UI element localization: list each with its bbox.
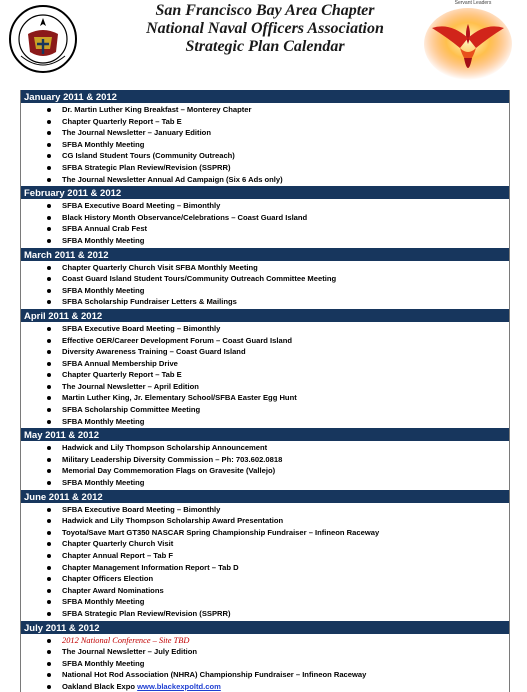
month-header-february: February 2011 & 2012 [21, 186, 509, 199]
bullet-icon [47, 178, 51, 182]
document-header [0, 0, 527, 86]
month-may [20, 428, 510, 489]
list-item: SFBA Executive Board Meeting – Bimonthly [21, 200, 509, 212]
list-item: National Hot Rod Association (NHRA) Championship Fundraiser – Infineon Raceway [21, 669, 509, 681]
list-item: SFBA Executive Board Meeting – Bimonthly [21, 504, 509, 516]
list-item-national-conference: 2012 National Conference – Site TBD [21, 635, 509, 647]
month-april [20, 309, 510, 428]
bullet-icon [47, 446, 51, 450]
list-item: The Journal Newsletter – July Edition [21, 646, 509, 658]
bullet-icon [47, 554, 51, 558]
nnoa-seal-logo [8, 4, 78, 74]
list-item: SFBA Monthly Meeting [21, 235, 509, 247]
bullet-icon [47, 204, 51, 208]
bullet-icon [47, 216, 51, 220]
bullet-icon [47, 120, 51, 124]
bullet-icon [47, 350, 51, 354]
list-item: Chapter Quarterly Church Visit [21, 538, 509, 550]
bullet-icon [47, 458, 51, 462]
bullet-icon [47, 327, 51, 331]
bullet-icon [47, 612, 51, 616]
list-item: Martin Luther King, Jr. Elementary School/SFBA Easter Egg Hunt [21, 392, 509, 404]
title-line-1: San Francisco Bay Area Chapter [155, 2, 375, 19]
month-header-june: June 2011 & 2012 [21, 490, 509, 503]
month-july [20, 621, 510, 692]
list-item: SFBA Monthly Meeting [21, 285, 509, 297]
bullet-icon [47, 154, 51, 158]
list-item: SFBA Scholarship Fundraiser Letters & Mailings [21, 296, 509, 308]
month-header-march: March 2011 & 2012 [21, 248, 509, 261]
bullet-icon [47, 339, 51, 343]
list-item: Dr. Martin Luther King Breakfast – Monterey Chapter [21, 104, 509, 116]
bullet-icon [47, 508, 51, 512]
list-item: SFBA Monthly Meeting [21, 416, 509, 428]
list-item: Black History Month Observance/Celebrations – Coast Guard Island [21, 212, 509, 224]
list-item: SFBA Monthly Meeting [21, 139, 509, 151]
list-item: The Journal Newsletter Annual Ad Campaign (Six 6 Ads only) [21, 174, 509, 186]
bullet-icon [47, 266, 51, 270]
bullet-icon [47, 227, 51, 231]
list-item: Chapter Quarterly Report – Tab E [21, 369, 509, 381]
month-june [20, 490, 510, 621]
list-item: SFBA Executive Board Meeting – Bimonthly [21, 323, 509, 335]
month-march [20, 248, 510, 309]
bullet-icon [47, 481, 51, 485]
bullet-icon [47, 166, 51, 170]
month-header-january: January 2011 & 2012 [21, 90, 509, 103]
bullet-icon [47, 531, 51, 535]
list-item: Toyota/Save Mart GT350 NASCAR Spring Championship Fundraiser – Infineon Raceway [21, 527, 509, 539]
bullet-icon [47, 589, 51, 593]
list-item: Diversity Awareness Training – Coast Guard Island [21, 346, 509, 358]
list-item: CG Island Student Tours (Community Outreach) [21, 150, 509, 162]
bullet-icon [47, 420, 51, 424]
list-item: The Journal Newsletter – January Edition [21, 127, 509, 139]
list-item: SFBA Annual Crab Fest [21, 223, 509, 235]
list-item: The Journal Newsletter – April Edition [21, 381, 509, 393]
servant-leaders-label: Servant Leaders [454, 0, 492, 6]
list-item: Chapter Annual Report – Tab F [21, 550, 509, 562]
bullet-icon [47, 577, 51, 581]
bullet-icon [47, 408, 51, 412]
strategic-plan-calendar [20, 90, 510, 692]
list-item: Chapter Management Information Report – Tab D [21, 562, 509, 574]
month-header-july: July 2011 & 2012 [21, 621, 509, 634]
bullet-icon [47, 662, 51, 666]
list-item: SFBA Strategic Plan Review/Revision (SSPRR) [21, 162, 509, 174]
bullet-icon [47, 685, 51, 689]
bullet-icon [47, 566, 51, 570]
list-item: Chapter Quarterly Church Visit SFBA Monthly Meeting [21, 262, 509, 274]
bullet-icon [47, 542, 51, 546]
list-item: SFBA Annual Membership Drive [21, 358, 509, 370]
list-item: Effective OER/Career Development Forum – Coast Guard Island [21, 335, 509, 347]
list-item: Chapter Award Nominations [21, 585, 509, 597]
bullet-icon [47, 385, 51, 389]
list-item: Memorial Day Commemoration Flags on Gravesite (Vallejo) [21, 465, 509, 477]
bullet-icon [47, 600, 51, 604]
bullet-icon [47, 362, 51, 366]
bullet-icon [47, 131, 51, 135]
month-february [20, 186, 510, 247]
list-item: Chapter Officers Election [21, 573, 509, 585]
list-item: Chapter Quarterly Report – Tab E [21, 116, 509, 128]
list-item: SFBA Strategic Plan Review/Revision (SSPRR) [21, 608, 509, 620]
list-item: Hadwick and Lily Thompson Scholarship Award Presentation [21, 515, 509, 527]
month-header-april: April 2011 & 2012 [21, 309, 509, 322]
bullet-icon [47, 143, 51, 147]
bullet-icon [47, 469, 51, 473]
bullet-icon [47, 277, 51, 281]
month-header-may: May 2011 & 2012 [21, 428, 509, 441]
bullet-icon [47, 673, 51, 677]
list-item: Oakland Black Expo www.blackexpoltd.com [21, 681, 509, 692]
list-item: SFBA Monthly Meeting [21, 596, 509, 608]
list-item: SFBA Monthly Meeting [21, 658, 509, 670]
bullet-icon [47, 239, 51, 243]
title-line-2: National Naval Officers Association [146, 20, 384, 37]
list-item: SFBA Scholarship Committee Meeting [21, 404, 509, 416]
list-item: SFBA Monthly Meeting [21, 477, 509, 489]
document-title [100, 2, 430, 56]
list-item: Coast Guard Island Student Tours/Community Outreach Committee Meeting [21, 273, 509, 285]
bullet-icon [47, 519, 51, 523]
bullet-icon [47, 373, 51, 377]
bullet-icon [47, 300, 51, 304]
phoenix-emblem-logo [420, 4, 516, 82]
bullet-icon [47, 650, 51, 654]
list-item: Hadwick and Lily Thompson Scholarship Announcement [21, 442, 509, 454]
bullet-icon [47, 396, 51, 400]
title-line-3: Strategic Plan Calendar [185, 38, 345, 55]
list-item: Military Leadership Diversity Commission – Ph: 703.602.0818 [21, 454, 509, 466]
bullet-icon [47, 639, 51, 643]
month-january [20, 90, 510, 186]
bullet-icon [47, 108, 51, 112]
black-expo-link[interactable]: www.blackexpoltd.com [137, 681, 221, 691]
bullet-icon [47, 289, 51, 293]
